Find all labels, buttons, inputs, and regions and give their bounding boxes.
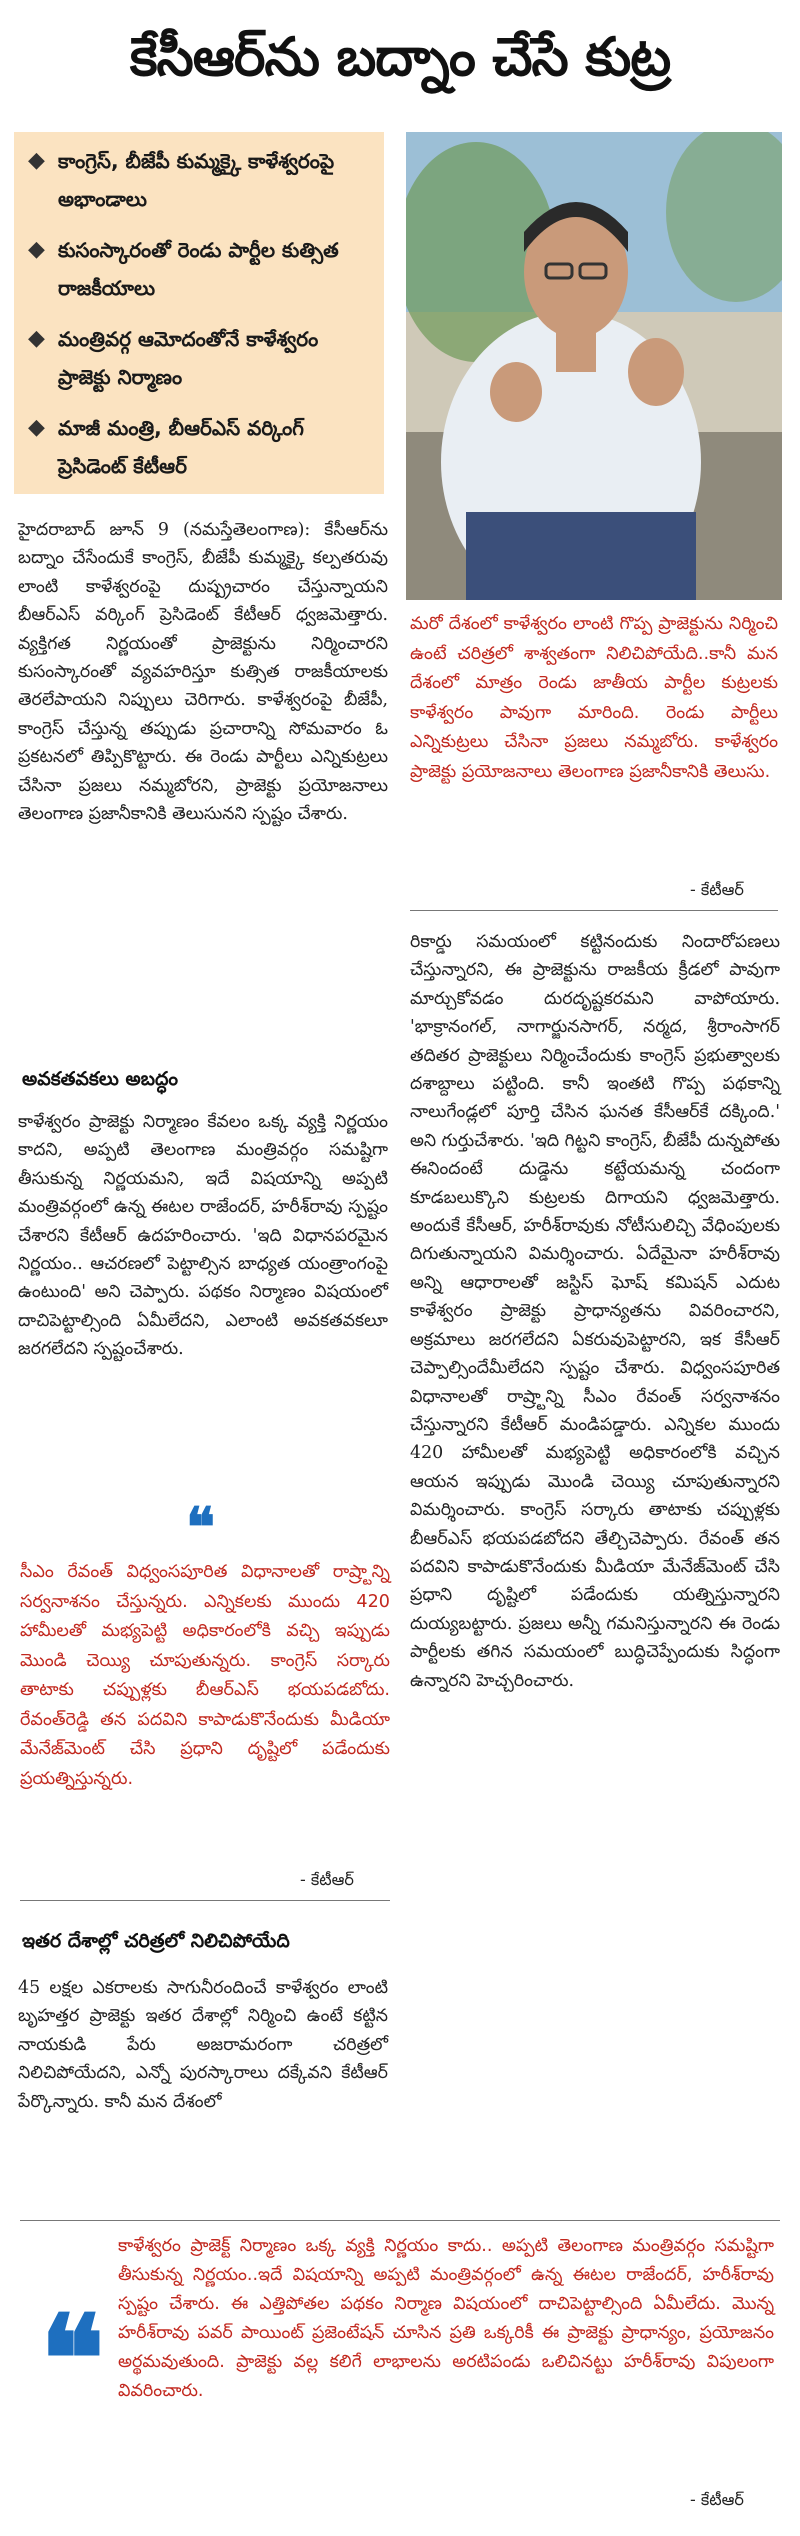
highlight-text: మంత్రివర్గ ఆమోదంతోనే కాళేశ్వరం ప్రాజెక్టు నిర్మాణం	[58, 327, 319, 389]
highlight-text: కాంగ్రెస్, బీజేపీ కుమ్మక్కై కాళేశ్వరంపై అభాండాలు	[58, 149, 335, 211]
section-subhead: ఇతర దేశాల్లో చరిత్రలో నిలిచిపోయేది	[22, 1930, 290, 1952]
photo-illustration	[406, 132, 782, 600]
quote-mark-icon: ❝	[186, 1495, 216, 1559]
footer-pull-quote: కాళేశ్వరం ప్రాజెక్ట్ నిర్మాణం ఒక్క వ్యక్తి నిర్ణయం కాదు.. అప్పటి తెలంగాణ మంత్రివర్గం సమష్టిగా తీసుకున్న నిర్ణయం..ఇదే విషయాన్ని అప్పటి మంత్రివర్గంలో ఉన్న ఈటల రాజేందర్, హరీశ్‌రావు స్పష్టం చేశారు. ఈ ఎత్తిపోతల పథకం నిర్మాణ విషయంలో దాచిపెట్టాల్సింది ఏమీలేదు. మొన్న హరీశ్‌రావు పవర్ పాయింట్ ప్రజెంటేషన్ చూసిన ప్రతి ఒక్కరికీ ఈ ప్రాజెక్టు ప్రాధాన్యం, ప్రయోజనం అర్థమవుతుంది. ప్రాజెక్టు వల్ల కలిగే లాభాలను అరటిపండు ఒలిచినట్టు హరీశ్‌రావు విపులంగా వివరించారు.	[118, 2236, 774, 2401]
highlight-text: మాజీ మంత్రి, బీఆర్ఎస్ వర్కింగ్ ప్రెసిడెంట్ కేటీఆర్	[58, 416, 304, 478]
article-body: 45 లక్షల ఎకరాలకు సాగునీరందించే కాళేశ్వరం లాంటి బృహత్తర ప్రాజెక్టు ఇతర దేశాల్లో నిర్మించి ఉంటే కట్టిన నాయకుడి పేరు అజరామరంగా చరిత్రలో నిలిచిపోయేదని, ఎన్నో పురస్కారాలు దక్కేవని కేటీఆర్ పేర్కొన్నారు. కానీ మన దేశంలో	[18, 1978, 388, 2112]
highlight-item	[28, 409, 374, 485]
quote-credit: - కేటీఆర్	[690, 2490, 744, 2509]
divider	[20, 1900, 390, 1901]
bullet-icon: ◆	[28, 148, 45, 173]
highlights-box	[14, 132, 384, 494]
divider	[20, 2220, 780, 2221]
pull-quote: మరో దేశంలో కాళేశ్వరం లాంటి గొప్ప ప్రాజెక్టును నిర్మించి ఉంటే చరిత్రలో శాశ్వతంగా నిలిచిపోయేది..కానీ మన దేశంలో మాత్రం రెండు జాతీయ పార్టీల కుట్రలకు కాళేశ్వరం పావుగా మారింది. రెండు పార్టీలు ఎన్నికుట్రలు చేసినా ప్రజలు నమ్మబోరు. కాళేశ్వరం ప్రాజెక్టు ప్రయోజనాలు తెలంగాణ ప్రజానీకానికి తెలుసు.	[410, 614, 778, 782]
quote-credit: - కేటీఆర్	[300, 1870, 354, 1889]
divider	[410, 910, 778, 911]
headline: కేసీఆర్‌ను బద్నాం చేసే కుట్ర	[129, 27, 671, 88]
highlight-item	[28, 231, 374, 307]
person-photo	[406, 132, 782, 600]
bullet-icon: ◆	[28, 326, 45, 351]
article-body-right: రికార్డు సమయంలో కట్టినందుకు నిందారోపణలు చేస్తున్నారని, ఈ ప్రాజెక్టును రాజకీయ క్రీడలో పావుగా మార్చుకోవడం దురదృష్టకరమని వాపోయారు. 'భాక్రానంగల్, నాగార్జునసాగర్, నర్మద, శ్రీరాంసాగర్ తదితర ప్రాజెక్టులు నిర్మించేందుకు కాంగ్రెస్ ప్రభుత్వాలకు దశాబ్దాలు పట్టింది. కానీ ఇంతటి గొప్ప పథకాన్ని నాలుగేండ్లలో పూర్తి చేసిన ఘనత కేసీఆర్‌కే దక్కింది.' అని గుర్తుచేశారు. 'ఇది గిట్టని కాంగ్రెస్, బీజేపీ దున్నపోతు ఈనిందంటే దుడ్డెను కట్టేయమన్న చందంగా కూడబలుక్కొని కుట్రలకు దిగాయని ధ్వజమెత్తారు. అందుకే కేసీఆర్, హరీశ్‌రావుకు నోటీసులిచ్చి వేధింపులకు దిగుతున్నాయని విమర్శించారు. ఏదేమైనా హరీశ్‌రావు అన్ని ఆధారాలతో జస్టిస్ ఘోష్ కమిషన్ ఎదుట కాళేశ్వరం ప్రాజెక్టు ప్రాధాన్యతను వివరించారని, అక్రమాలు జరగలేదని ఏకరువుపెట్టారని, ఇక కేసీఆర్ చెప్పాల్సిందేమీలేదని స్పష్టం చేశారు. విధ్వంసపూరిత విధానాలతో రాష్ర్టాన్ని సీఎం రేవంత్ సర్వనాశనం చేస్తున్నారని కేటీఆర్ మండిపడ్డారు. ఎన్నికల ముందు 420 హామీలతో మభ్యపెట్టి అధికారంలోకి వచ్చిన ఆయన ఇప్పుడు మొండి చెయ్యి చూపుతున్నారని విమర్శించారు. కాంగ్రెస్ సర్కారు తాటాకు చప్పుళ్లకు బీఆర్ఎస్ భయపడబోదని తేల్చిచెప్పారు. రేవంత్ తన పదవిని కాపాడుకొనేందుకు మీడియా మేనేజ్‌మెంట్ చేసి ప్రధాని దృష్టిలో పడేందుకు యత్నిస్తున్నారని దుయ్యబట్టారు. ప్రజలు అన్నీ గమనిస్తున్నారని ఈ రెండు పార్టీలకు తగిన సమయంలో బుద్ధిచెప్పేందుకు సిద్ధంగా ఉన్నారని హెచ్చరించారు.	[410, 932, 780, 1691]
pull-quote: సీఎం రేవంత్ విధ్వంసపూరిత విధానాలతో రాష్ర్టాన్ని సర్వనాశనం చేస్తున్నరు. ఎన్నికలకు ముందు 420 హామీలతో మభ్యపెట్టి అధికారంలోకి వచ్చి ఇప్పుడు మొండి చెయ్యి చూపుతున్నరు. కాంగ్రెస్ సర్కారు తాటాకు చప్పుళ్లకు బీఆర్ఎస్ భయపడబోదు. రేవంత్‌రెడ్డి తన పదవిని కాపాడుకొనేందుకు మీడియా మేనేజ్‌మెంట్ చేసి ప్రధాని దృష్టిలో పడేందుకు ప్రయత్నిస్తున్నరు.	[20, 1562, 390, 1789]
highlight-item	[28, 320, 374, 396]
quote-credit: - కేటీఆర్	[690, 880, 744, 899]
bullet-icon: ◆	[28, 237, 45, 262]
article-intro: హైదరాబాద్ జూన్ 9 (నమస్తేతెలంగాణ): కేసీఆర్‌ను బద్నాం చేసేందుకే కాంగ్రెస్, బీజేపీ కుమ్మక్కై కల్పతరువు లాంటి కాళేశ్వరంపై దుష్ప్రచారం చేస్తున్నాయని బీఆర్ఎస్ వర్కింగ్ ప్రెసిడెంట్ కేటీఆర్ ధ్వజమెత్తారు. వ్యక్తిగత నిర్ణయంతో ప్రాజెక్టును నిర్మించారని కుసంస్కారంతో వ్యవహరిస్తూ కుత్సిత రాజకీయాలకు తెరలేపాయని నిప్పులు చెరిగారు. కాళేశ్వరంపై బీజేపీ, కాంగ్రెస్ చేస్తున్న తప్పుడు ప్రచారాన్ని సోమవారం ఓ ప్రకటనలో తిప్పికొట్టారు. ఈ రెండు పార్టీలు ఎన్నికుట్రలు చేసినా ప్రజలు నమ్మబోరని, ప్రాజెక్టు ప్రయోజనాలు తెలంగాణ ప్రజానీకానికి తెలుసునని స్పష్టం చేశారు.	[18, 520, 388, 825]
section-subhead: అవకతవకలు అబద్ధం	[22, 1068, 178, 1090]
article-body: కాళేశ్వరం ప్రాజెక్టు నిర్మాణం కేవలం ఒక్క వ్యక్తి నిర్ణయం కాదని, అప్పటి తెలంగాణ మంత్రివర్గం సమష్టిగా తీసుకున్న నిర్ణయమని, ఇదే విషయాన్ని అప్పటి మంత్రివర్గంలో ఉన్న ఈటల రాజేందర్, హరీశ్‌రావు స్పష్టం చేశారని కేటీఆర్ ఉదహరించారు. 'ఇది విధానపరమైన నిర్ణయం.. ఆచరణలో పెట్టాల్సిన బాధ్యత యంత్రాంగంపై ఉంటుంది' అని చెప్పారు. పథకం నిర్మాణం విషయంలో దాచిపెట్టాల్సింది ఏమీలేదని, ఎలాంటి అవకతవకలూ జరగలేదని స్పష్టంచేశారు.	[18, 1112, 388, 1360]
highlight-item	[28, 142, 374, 218]
highlight-text: కుసంస్కారంతో రెండు పార్టీల కుత్సిత రాజకీయాలు	[58, 238, 339, 300]
quote-mark-icon: ❝	[40, 2289, 105, 2430]
bullet-icon: ◆	[28, 415, 45, 440]
